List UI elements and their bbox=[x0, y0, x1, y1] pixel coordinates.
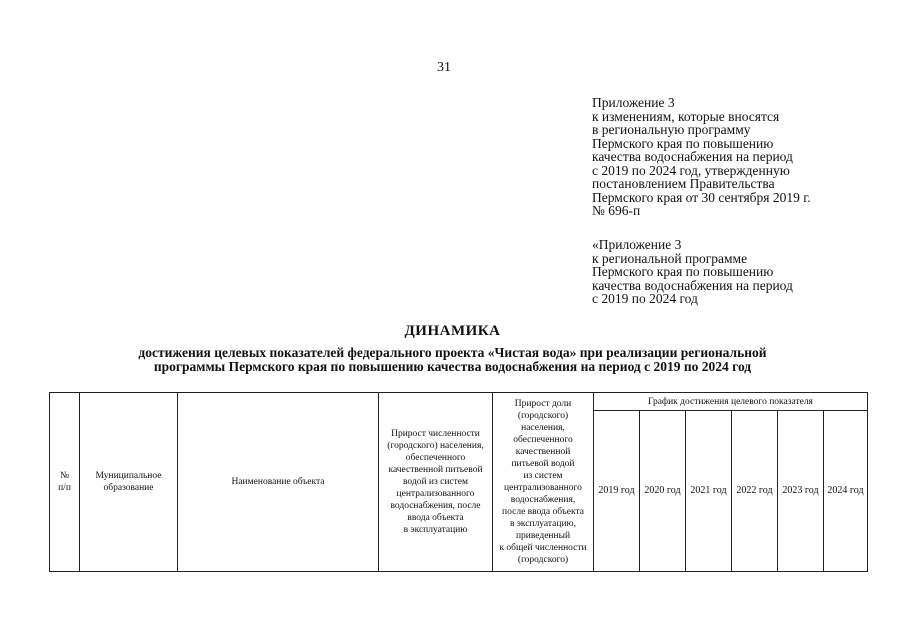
appendix-changes-line: Приложение 3 bbox=[592, 95, 675, 110]
header-year: 2019 год bbox=[594, 411, 640, 572]
appendix-program-line: к региональной программе bbox=[592, 250, 748, 266]
header-year: 2022 год bbox=[732, 411, 778, 572]
appendix-changes-line: постановлением Правительства bbox=[592, 176, 775, 191]
appendix-program-block bbox=[592, 238, 892, 306]
appendix-changes-line: к изменениям, которые вносятся bbox=[592, 108, 780, 124]
header-share-line: (городского) bbox=[517, 411, 569, 421]
appendix-changes-line: качества водоснабжения на период bbox=[592, 149, 793, 164]
appendix-changes-line: № 696-п bbox=[592, 203, 641, 218]
header-number-line: № bbox=[59, 471, 70, 481]
header-year: 2020 год bbox=[640, 411, 686, 572]
header-population-line: водой из систем bbox=[402, 477, 469, 487]
appendix-program-line: Пермского края по повышению bbox=[592, 264, 774, 279]
header-year: 2021 год bbox=[686, 411, 732, 572]
header-population-line: водоснабжения, после bbox=[390, 501, 481, 511]
header-population-line: в эксплуатацию bbox=[403, 525, 468, 535]
header-share-line: в эксплуатацию, bbox=[509, 519, 577, 529]
header-share-line: населения, bbox=[521, 423, 565, 433]
header-number-line: п/п bbox=[58, 483, 71, 493]
header-number bbox=[50, 393, 80, 572]
header-municipality-line: Муниципальное bbox=[95, 471, 162, 481]
header-share-line: приведенный bbox=[515, 531, 571, 541]
document-subtitle-line-2: программы Пермского края по повышению качества водоснабжения на период с 2019 по 2024 год bbox=[153, 359, 752, 374]
appendix-program-line: качества водоснабжения на период bbox=[592, 277, 793, 293]
header-share-increase bbox=[493, 393, 594, 572]
document-subtitle-line-1: достижения целевых показателей федерального проекта «Чистая вода» при реализации региональной bbox=[138, 345, 767, 360]
header-share-line: качественной bbox=[515, 447, 571, 457]
header-population-line: качественной питьевой bbox=[388, 465, 483, 475]
appendix-program-line: с 2019 по 2024 год bbox=[592, 291, 698, 306]
header-share-line: обеспеченного bbox=[513, 435, 573, 445]
appendix-changes-line: в региональную программу bbox=[592, 122, 751, 137]
header-population-line: Прирост численности bbox=[391, 429, 480, 439]
page-number: 31 bbox=[437, 60, 451, 75]
appendix-changes-line: Пермского края от 30 сентября 2019 г. bbox=[592, 189, 811, 205]
header-population-increase bbox=[379, 393, 493, 572]
header-municipality-line: образование bbox=[103, 483, 154, 493]
header-share-line: из систем bbox=[523, 471, 563, 481]
target-indicators-table bbox=[49, 392, 868, 572]
header-share-line: (городского) bbox=[517, 555, 569, 565]
header-share-line: водоснабжения, bbox=[510, 495, 576, 505]
header-object-name: Наименование объекта bbox=[178, 393, 379, 572]
header-share-line: Прирост доли bbox=[514, 399, 572, 409]
header-share-line: к общей численности bbox=[499, 543, 587, 553]
header-schedule: График достижения целевого показателя bbox=[594, 393, 868, 411]
header-share-line: после ввода объекта bbox=[502, 507, 584, 517]
header-share-line: питьевой водой bbox=[511, 459, 575, 469]
header-population-line: ввода объекта bbox=[407, 513, 464, 523]
header-year: 2023 год bbox=[778, 411, 824, 572]
appendix-changes-line: с 2019 по 2024 год, утвержденную bbox=[592, 162, 790, 178]
header-municipality bbox=[80, 393, 178, 572]
header-population-line: обеспеченного bbox=[405, 453, 466, 463]
appendix-changes-block bbox=[592, 96, 892, 218]
appendix-changes-line: Пермского края по повышению bbox=[592, 135, 774, 151]
header-population-line: централизованного bbox=[396, 489, 475, 499]
header-population-line: (городского) населения, bbox=[387, 441, 484, 451]
header-year: 2024 год bbox=[824, 411, 868, 572]
document-title: ДИНАМИКА bbox=[404, 323, 501, 339]
appendix-program-line: «Приложение 3 bbox=[592, 237, 682, 252]
header-share-line: централизованного bbox=[504, 483, 582, 493]
